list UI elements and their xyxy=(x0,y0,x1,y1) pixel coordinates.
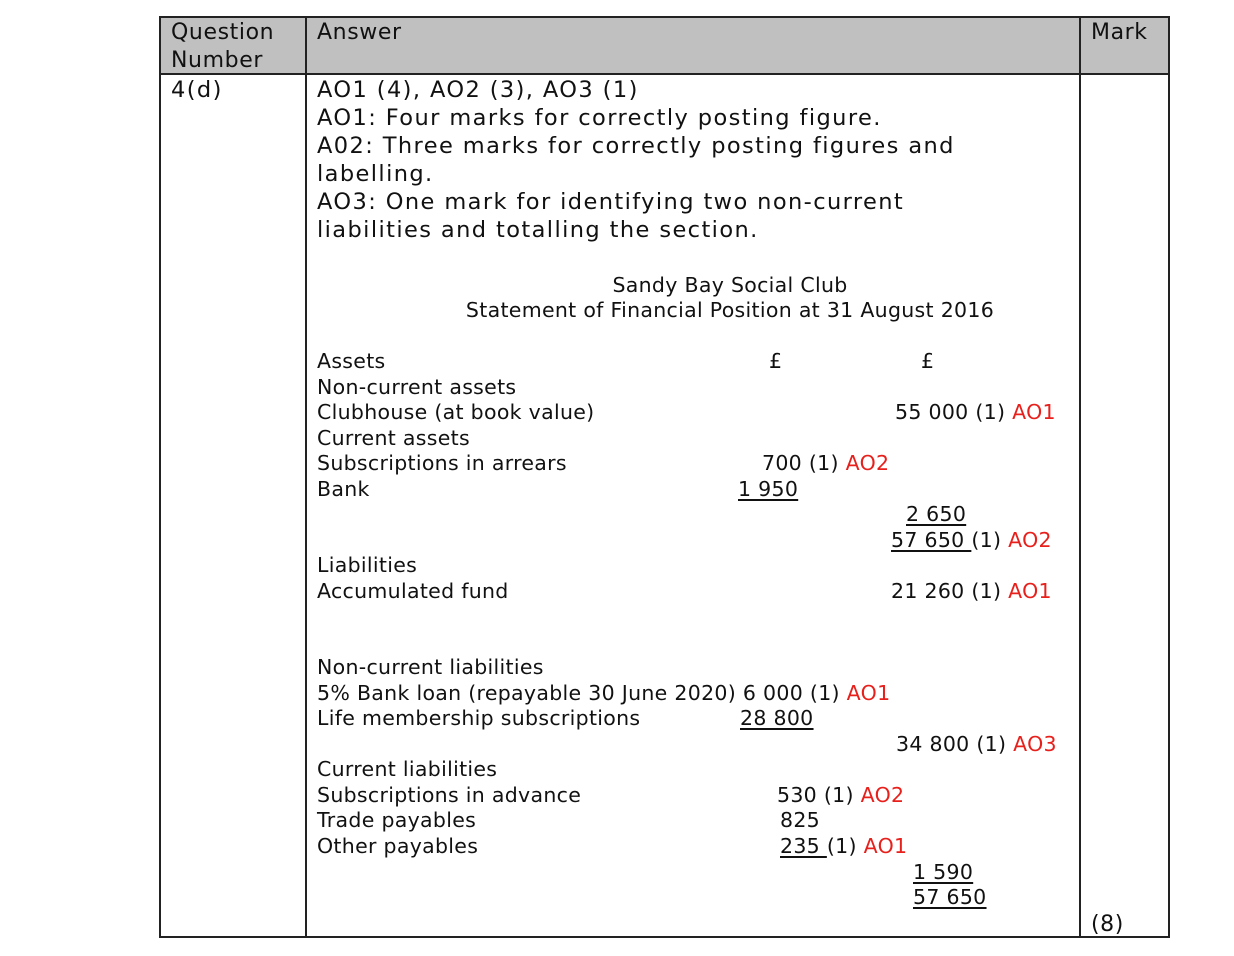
other-payables-label: Other payables xyxy=(317,834,479,858)
guidance-line: AO3: One mark for identifying two non-current xyxy=(317,189,905,215)
mark-total: (8) xyxy=(1091,912,1124,937)
header-mark: Mark xyxy=(1091,20,1148,45)
clubhouse-value: 55 000 (1) AO1 xyxy=(895,400,1056,424)
non-current-liabilities-total: 34 800 (1) AO3 xyxy=(896,732,1057,756)
header-question-number-line1: Question xyxy=(171,20,275,45)
header-question-number-line2: Number xyxy=(171,48,263,73)
current-liabilities-label: Current liabilities xyxy=(317,757,498,781)
life-membership-label: Life membership subscriptions xyxy=(317,706,641,730)
guidance-line: labelling. xyxy=(317,161,434,187)
current-assets-total: 2 650 xyxy=(906,502,967,526)
trade-payables-label: Trade payables xyxy=(317,808,477,832)
advance-value: 530 (1) AO2 xyxy=(777,783,905,807)
liabilities-heading: Liabilities xyxy=(317,553,418,577)
arrears-value: 700 (1) AO2 xyxy=(762,451,890,475)
other-payables-value: 235 (1) AO1 xyxy=(780,834,908,858)
statement-title: Statement of Financial Position at 31 August 2016 xyxy=(465,298,995,322)
currency-column-2: £ xyxy=(921,349,935,373)
bank-value: 1 950 xyxy=(738,477,799,501)
question-number: 4(d) xyxy=(171,77,223,103)
ao-tag: AO1 xyxy=(1012,400,1056,424)
ao-tag: AO2 xyxy=(860,783,905,807)
column-divider xyxy=(305,18,307,936)
ao-tag: AO2 xyxy=(845,451,890,475)
total-liabilities: 57 650 xyxy=(913,885,987,909)
column-divider xyxy=(1079,18,1081,936)
guidance-line: liabilities and totalling the section. xyxy=(317,217,759,243)
bank-loan-row: 5% Bank loan (repayable 30 June 2020) 6 000 (1) AO1 xyxy=(317,681,891,705)
current-assets-label: Current assets xyxy=(317,426,470,450)
ao-tag: AO1 xyxy=(846,681,891,705)
ao-tag: AO1 xyxy=(1008,579,1052,603)
table-header-row xyxy=(161,18,1168,75)
club-name: Sandy Bay Social Club xyxy=(612,273,848,297)
current-liabilities-total: 1 590 xyxy=(913,860,974,884)
arrears-label: Subscriptions in arrears xyxy=(317,451,567,475)
accumulated-fund-value: 21 260 (1) AO1 xyxy=(891,579,1052,603)
advance-label: Subscriptions in advance xyxy=(317,783,582,807)
non-current-assets-label: Non-current assets xyxy=(317,375,517,399)
guidance-line: AO1: Four marks for correctly posting figure. xyxy=(317,105,882,131)
ao-tag: AO2 xyxy=(1008,528,1052,552)
bank-label: Bank xyxy=(317,477,370,501)
currency-column-1: £ xyxy=(769,349,783,373)
header-answer: Answer xyxy=(317,20,402,45)
clubhouse-label: Clubhouse (at book value) xyxy=(317,400,595,424)
total-assets: 57 650 (1) AO2 xyxy=(891,528,1052,552)
ao-tag: AO3 xyxy=(1013,732,1057,756)
guidance-line: A02: Three marks for correctly posting figures and xyxy=(317,133,955,159)
trade-payables-value: 825 xyxy=(780,808,821,832)
assets-heading: Assets xyxy=(317,349,386,373)
non-current-liabilities-label: Non-current liabilities xyxy=(317,655,544,679)
guidance-line: AO1 (4), AO2 (3), AO3 (1) xyxy=(317,77,639,103)
accumulated-fund-label: Accumulated fund xyxy=(317,579,509,603)
life-membership-value: 28 800 xyxy=(740,706,814,730)
ao-tag: AO1 xyxy=(863,834,908,858)
